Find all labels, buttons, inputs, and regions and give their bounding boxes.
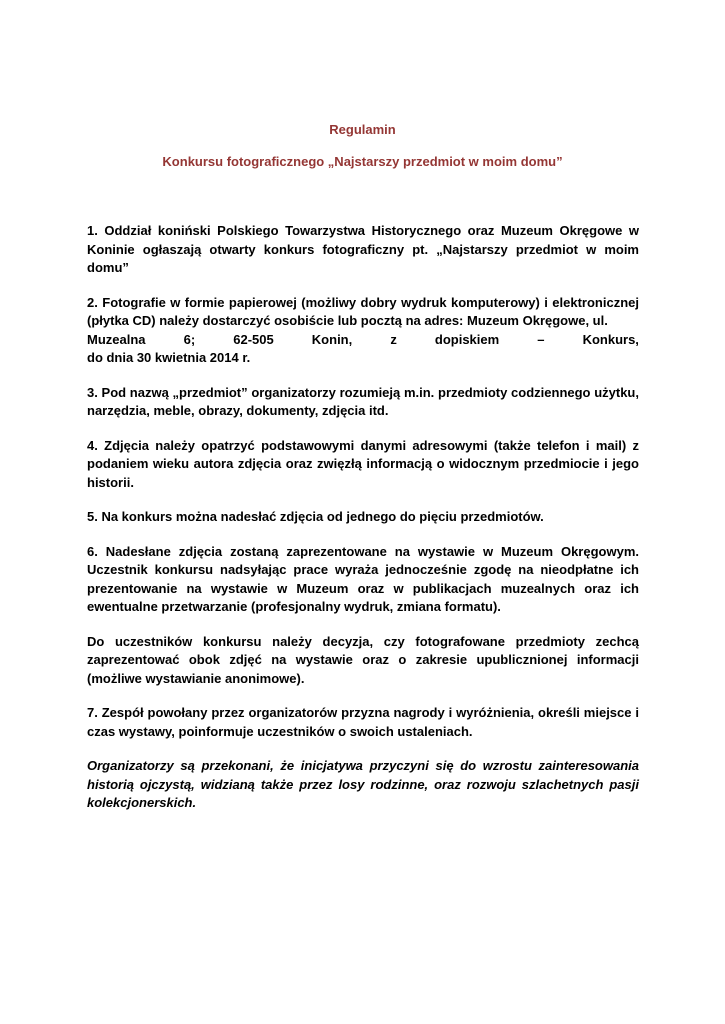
address-word: Konkurs, xyxy=(582,331,639,347)
address-word: z xyxy=(390,331,397,347)
address-word: – xyxy=(537,331,545,347)
paragraph-6: 6. Nadesłane zdjęcia zostaną zaprezentowane na wystawie w Muzeum Okręgowym. Uczestnik konkursu nadsyłając prace wyraża jednocześnie zgodę na nieodpłatne ich prezentowanie na wystawie w Muzeum oraz w publikacjach muzealnych oraz ich ewentualne przetwarzanie (profesjonalny wydruk, zmiana formatu). xyxy=(87,543,639,614)
paragraph-4: 4. Zdjęcia należy opatrzyć podstawowymi danymi adresowymi (także telefon i mail) z podaniem wieku autora zdjęcia oraz zwięzłą informacją o widocznym przedmiocie i jego historii. xyxy=(87,437,639,490)
paragraph-2-date: do dnia 30 kwietnia 2014 r. xyxy=(87,350,251,365)
address-word: 6; xyxy=(183,331,196,347)
address-word: Konin, xyxy=(311,331,353,347)
document-body xyxy=(87,222,639,829)
paragraph-3: 3. Pod nazwą „przedmiot” organizatorzy rozumieją m.in. przedmioty codziennego użytku, narzędzia, meble, obrazy, dokumenty, zdjęcia itd. xyxy=(87,384,639,418)
address-word: Muzealna xyxy=(87,331,146,347)
paragraph-8: 7. Zespół powołany przez organizatorów przyzna nagrody i wyróżnienia, określi miejsce i czas wystawy, poinformuje uczestników o swoich ustaleniach. xyxy=(87,705,639,739)
closing-statement: Organizatorzy są przekonani, że inicjatywa przyczyni się do wzrostu zainteresowania historią ojczystą, widzianą także przez losy rodzinne, oraz rozwoju szlachetnych pasji kolekcjonerskich. xyxy=(87,758,639,810)
paragraph-7: Do uczestników konkursu należy decyzja, czy fotografowane przedmioty zechcą zaprezentować obok zdjęć na wystawie oraz o zakresie upublicznionej informacji (możliwe wystawianie anonimowe). xyxy=(87,633,639,686)
paragraph-5: 5. Na konkurs można nadesłać zdjęcia od jednego do pięciu przedmiotów. xyxy=(87,509,544,524)
paragraph-2-address xyxy=(87,331,639,350)
document-title: Regulamin xyxy=(329,122,396,137)
document-subtitle: Konkursu fotograficznego „Najstarszy przedmiot w moim domu” xyxy=(162,154,563,169)
paragraph-2-main: 2. Fotografie w formie papierowej (możliwy dobry wydruk komputerowy) i elektronicznej (płytka CD) należy dostarczyć osobiście lub pocztą na adres: Muzeum Okręgowe, ul. xyxy=(87,294,639,328)
paragraph-2 xyxy=(87,294,639,368)
address-word: 62-505 xyxy=(233,331,274,347)
address-word: dopiskiem xyxy=(434,331,500,347)
paragraph-1: 1. Oddział koniński Polskiego Towarzystwa Historycznego oraz Muzeum Okręgowe w Koninie ogłaszają otwarty konkurs fotograficzny pt. „Najstarszy przedmiot w moim domu” xyxy=(87,223,639,275)
